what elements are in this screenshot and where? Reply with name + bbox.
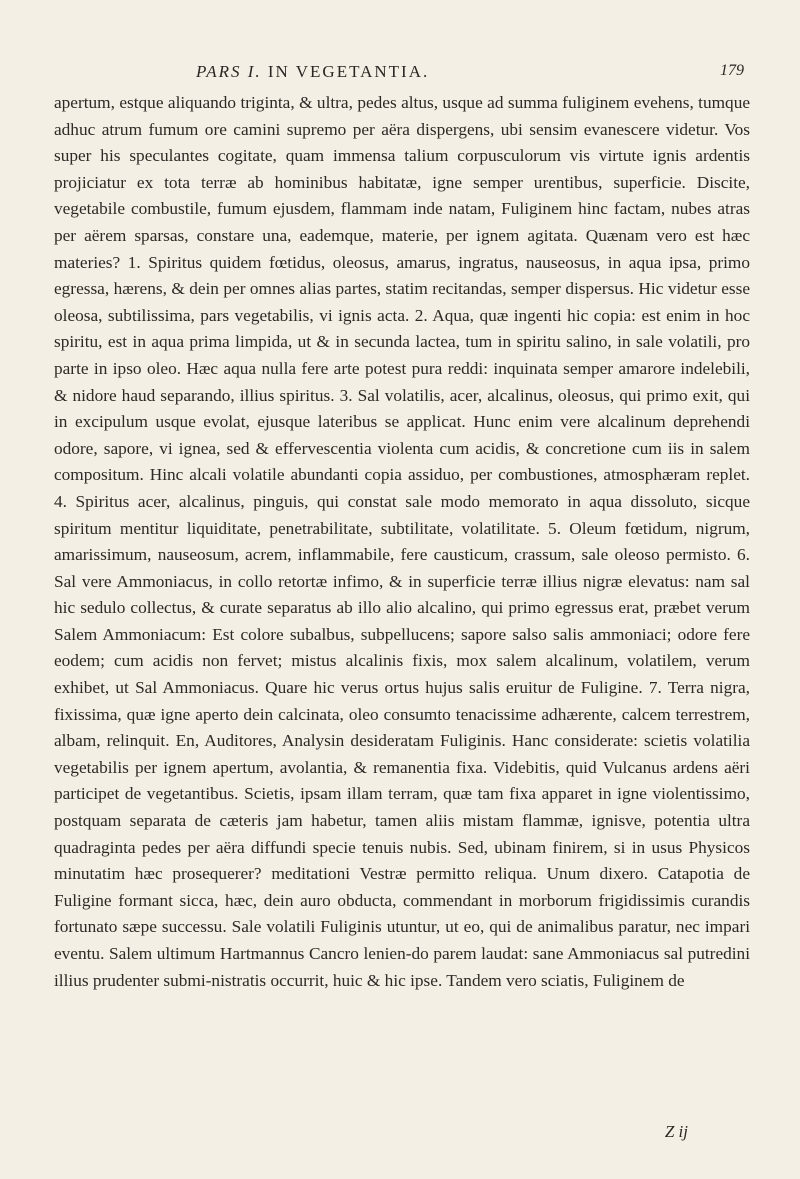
running-head-title	[196, 62, 429, 82]
body-paragraph: apertum, estque aliquando triginta, & ultra, pedes altus, usque ad summa fuliginem evehens, tumque adhuc atrum fumum ore camini supremo per aëra dispergens, ubi sensim evanescere videtur. Vos super his speculantes cogitate, quam immensa talium corpusculorum vis virtute ignis ardentis projiciatur ex tota terræ ab hominibus habitatæ, igne semper urentibus, superficie. Discite, vegetabile combustile, fumum ejusdem, flammam inde natam, Fuliginem hinc factam, nubes atras per aërem sparsas, constare una, eademque, materie, per ignem agitata. Quænam vero est hæc materies? 1. Spiritus quidem fœtidus, oleosus, amarus, ingratus, nauseosus, in aqua ipsa, primo egressa, hærens, & dein per omnes alias partes, statim recitandas, semper dispersus. Hic videtur esse oleosa, subtilissima, pars vegetabilis, vi ignis acta. 2. Aqua, quæ ingenti hic copia: est enim in hoc spiritu, est in aqua prima limpida, ut & in secunda lactea, tum in spiritu salino, in sale volatili, pro parte in ipso oleo. Hæc aqua nulla fere arte potest pura reddi: inquinata semper amarore indelebili, & nidore haud separando, illius spiritus. 3. Sal volatilis, acer, alcalinus, oleosus, qui primo exit, qui in excipulum usque evolat, ejusque lateribus se applicat. Hunc enim vere alcalinum deprehendi odore, sapore, vi ignea, sed & effervescentia violenta cum acidis, & concretione cum iis in salem compositum. Hinc alcali volatile abundanti copia assiduo, per combustiones, atmosphæram replet. 4. Spiritus acer, alcalinus, pinguis, qui constat sale modo memorato in aqua dissoluto, sicque spiritum mentitur liquiditate, penetrabilitate, subtilitate, volatilitate. 5. Oleum fœtidum, nigrum, amarissimum, nauseosum, acrem, inflammabile, fere causticum, crassum, sale oleoso permisto. 6. Sal vere Ammoniacus, in collo retortæ infimo, & in superficie terræ illius nigræ elevatus: nam sal hic sedulo collectus, & curate separatus ab illo alio alcalino, qui primo egressus erat, præbet verum Salem Ammoniacum: Est colore subalbus, subpellucens; sapore salso salis ammoniaci; odore fere eodem; cum acidis non fervet; mistus alcalinis fixis, mox salem alcalinum, volatilem, verum exhibet, ut Sal Ammoniacus. Quare hic verus ortus hujus salis eruitur de Fuligine. 7. Terra nigra, fixissima, quæ igne aperto dein calcinata, oleo consumto tenacissime adhærente, calcem terrestrem, albam, relinquit. En, Auditores, Analysin desideratam Fuliginis. Hanc considerate: scietis volatilia vegetabilis per ignem apertum, avolantia, & remanentia fixa. Videbitis, quid Vulcanus ardens aëri participet de vegetantibus. Scietis, ipsam illam terram, quæ tam fixa apparet in igne violentissimo, postquam separata de cæteris jam habetur, tamen aliis mistam flammæ, ignisve, potentia ultra quadraginta pedes per aëra diffundi specie tenuis nubis. Sed, ubinam finirem, si in usus Physicos minutatim hæc prosequerer? meditationi Vestræ permitto reliqua. Unum dixero. Catapotia de Fuligine formant sicca, hæc, dein auro obducta, commendant in morborum frigidissimis curandis fortunato sæpe successu. Sale volatili Fuliginis utuntur, ut eo, qui de animalibus paratur, nec impari eventu. Salem ultimum Hartmannus Cancro lenien-do parem laudat: sane Ammoniacus sal putredini illius prudenter submi-nistratis occurrit, huic & hic ipse. Tandem vero sciatis, Fuliginem de	[54, 93, 750, 990]
page-number: 179	[720, 62, 744, 79]
running-head-pars: PARS I.	[196, 62, 262, 81]
signature-mark: Z ij	[664, 1122, 688, 1141]
running-head-subject: IN VEGETANTIA.	[267, 62, 430, 81]
running-head	[54, 62, 750, 90]
